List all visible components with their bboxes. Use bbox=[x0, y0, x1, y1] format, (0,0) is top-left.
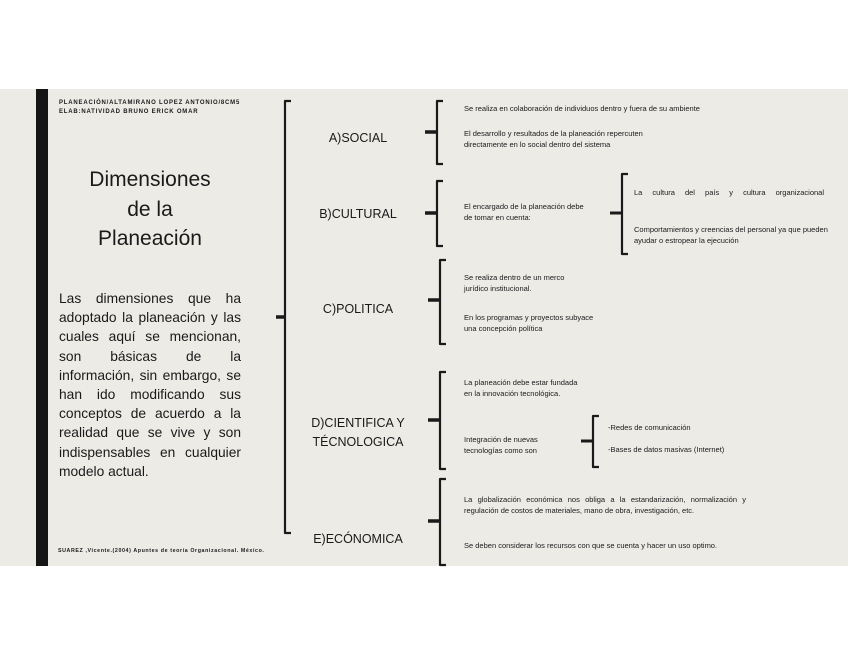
cientifica-sub-item: -Redes de comunicación bbox=[608, 423, 691, 432]
cultural-sub-item: La cultura del país y cultura organizacional bbox=[634, 188, 824, 197]
page-title: Dimensiones de la Planeación bbox=[89, 168, 211, 250]
cientifica-bracket bbox=[440, 372, 446, 469]
header-author-line: ELAB:NATIVIDAD BRUNO ERICK OMAR bbox=[59, 108, 199, 115]
cultural-sub-bracket bbox=[622, 174, 628, 254]
cientifica-sub-bracket bbox=[593, 416, 599, 467]
cultural-item: El encargado de la planeación debe de tomar en cuenta: bbox=[464, 202, 584, 222]
politica-bracket bbox=[440, 260, 446, 344]
social-item: Se realiza en colaboración de individuos dentro y fuera de su ambiente bbox=[464, 104, 700, 113]
dimension-label-social: A)SOCIAL bbox=[328, 131, 388, 145]
cientifica-item: Integración de nuevas tecnologías como son bbox=[464, 435, 538, 455]
politica-item: Se realiza dentro de un merco jurídico institucional. bbox=[464, 273, 565, 293]
cientifica-item: La planeación debe estar fundada en la innovación tecnológica. bbox=[464, 378, 578, 398]
economica-item: La globalización económica nos obliga a la estandarización, normalización y regulación de costos de materiales, mano de obra, investigación, etc. bbox=[464, 495, 746, 515]
economica-bracket bbox=[440, 479, 446, 565]
cultural-bracket bbox=[437, 181, 443, 246]
header-course-line: PLANEACIÓN/ALTAMIRANO LOPEZ ANTONIO/8CM5 bbox=[59, 100, 241, 106]
social-item: El desarrollo y resultados de la planeación repercuten directamente en lo social dentro del sistema bbox=[464, 129, 643, 149]
dimension-label-cientifica: D)CIENTIFICA Y TÉCNOLOGICA bbox=[311, 416, 405, 449]
economica-item: Se deben considerar los recursos con que se cuenta y hacer un uso optimo. bbox=[464, 541, 718, 550]
bibliographic-reference: SUAREZ ,Vicente.(2004) Apuntes de teoría Organizacional. México. bbox=[58, 548, 265, 554]
politica-item: En los programas y proyectos subyace una concepción política bbox=[464, 313, 594, 333]
dimension-label-economica: E)ECÓNOMICA bbox=[313, 532, 403, 546]
main-bracket bbox=[285, 101, 291, 533]
dimension-label-politica: C)POLITICA bbox=[322, 302, 394, 316]
cientifica-sub-item: -Bases de datos masivas (Internet) bbox=[608, 445, 725, 454]
dimension-label-cultural: B)CULTURAL bbox=[319, 207, 397, 221]
social-bracket bbox=[437, 101, 443, 164]
cultural-sub-item: Comportamientos y creencias del personal ya que pueden ayudar o estropear la ejecución bbox=[634, 225, 828, 245]
description-text: Las dimensiones que ha adoptado la planeación y las cuales aquí se mencionan, son básicas de la información, sin embargo, se han ido modificando sus conceptos de acuerdo a la realidad que se vive y son indispensables en cualquier modelo actual. bbox=[59, 291, 241, 479]
